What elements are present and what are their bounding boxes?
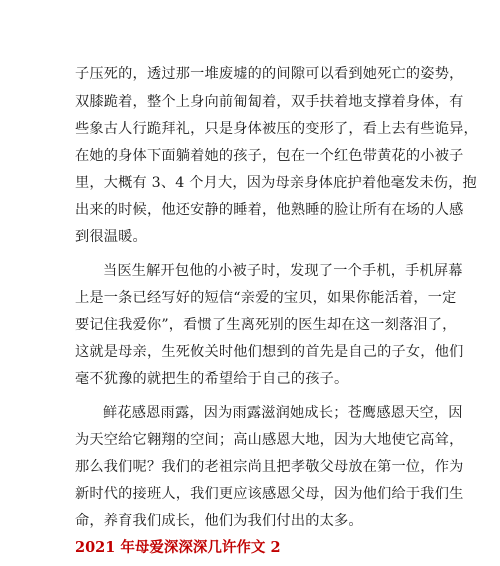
paragraph-3-line-5: 命，养育我们成长，他们为我们付出的太多。 <box>75 513 363 529</box>
paragraph-2-line-4: 这就是母亲，生死攸关时他们想到的首先是自己的子女，他们 <box>75 344 464 360</box>
paragraph-1-line-5: 里，大概有 3、4 个月大，因为母亲身体庇护着他毫发未伤，抱 <box>75 175 477 191</box>
paragraph-2-line-3: 要记住我爱你”，看惯了生离死别的医生却在这一刻落泪了， <box>75 317 457 333</box>
paragraph-3-line-2: 为天空给它翱翔的空间；高山感恩大地，因为大地使它高耸， <box>75 432 464 448</box>
paragraph-3-line-1: 鲜花感恩雨露，因为雨露滋润她成长；苍鹰感恩天空，因 <box>103 405 463 421</box>
paragraph-3-line-4: 新时代的接班人，我们更应该感恩父母，因为他们给于我们生 <box>75 486 464 502</box>
paragraph-2-line-2: 上是一条已经写好的短信“亲爱的宝贝，如果你能活着，一定 <box>75 290 457 306</box>
paragraph-1-line-7: 到很温暖。 <box>75 229 147 245</box>
paragraph-1-line-1: 子压死的，透过那一堆废墟的的间隙可以看到她死亡的姿势， <box>75 66 464 82</box>
paragraph-3-line-3: 那么我们呢？我们的老祖宗尚且把孝敬父母放在第一位，作为 <box>75 459 464 475</box>
paragraph-1-line-3: 些象古人行跪拜礼，只是身体被压的变形了，看上去有些诡异， <box>75 121 478 137</box>
paragraph-1-line-6: 出来的时候，他还安静的睡着，他熟睡的脸让所有在场的人感 <box>75 202 464 218</box>
section-heading: 2021 年母爱深深深几许作文 2 <box>75 539 281 556</box>
paragraph-2-line-1: 当医生解开包他的小被子时，发现了一个手机，手机屏幕 <box>103 263 463 279</box>
paragraph-1-line-2: 双膝跪着，整个上身向前匍匐着，双手扶着地支撑着身体，有 <box>75 94 464 110</box>
paragraph-2-line-5: 毫不犹豫的就把生的希望给于自己的孩子。 <box>75 371 349 387</box>
paragraph-1-line-4: 在她的身体下面躺着她的孩子，包在一个红色带黄花的小被子 <box>75 148 464 164</box>
